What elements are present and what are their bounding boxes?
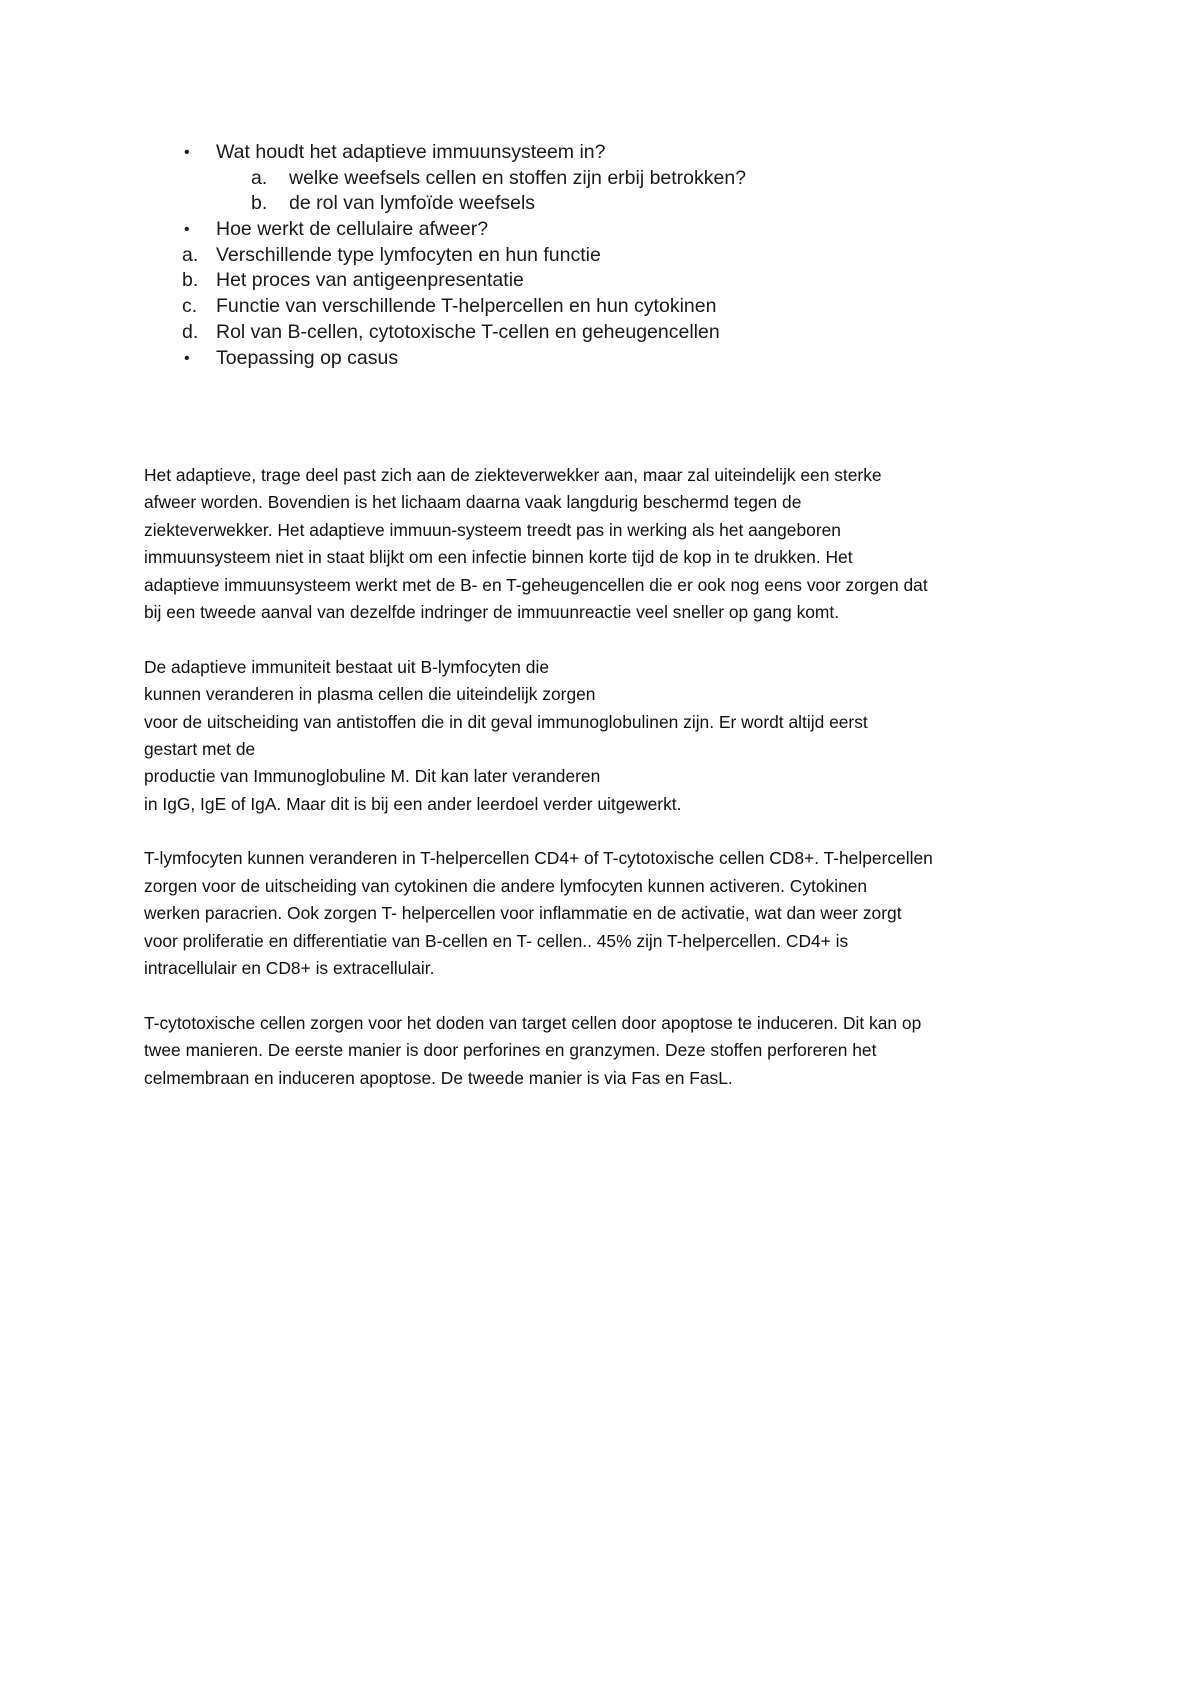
paragraph-t-lymphocytes xyxy=(144,845,1074,982)
list-item-text: Hoe werkt de cellulaire afweer? xyxy=(216,218,489,241)
bullet-marker: • xyxy=(184,349,190,367)
text-line: afweer worden. Bovendien is het lichaam daarna vaak langdurig beschermd tegen de xyxy=(144,492,802,513)
text-line: voor proliferatie en differentiatie van B-cellen en T- cellen.. 45% zijn T-helpercellen. CD4+ is xyxy=(144,930,849,951)
text-line: Het adaptieve, trage deel past zich aan de ziekteverwekker aan, maar zal uiteindelijk een sterke xyxy=(144,465,882,485)
bullet-marker: • xyxy=(184,221,190,239)
letter-marker: d. xyxy=(182,320,199,343)
text-line: kunnen veranderen in plasma cellen die uiteindelijk zorgen xyxy=(144,684,596,705)
list-item-text: Toepassing op casus xyxy=(216,346,399,369)
list-item-text: Functie van verschillende T-helpercellen en hun cytokinen xyxy=(216,295,717,318)
text-line: T-lymfocyten kunnen veranderen in T-helpercellen CD4+ of T-cytotoxische cellen CD8+. T-helpercellen xyxy=(144,848,933,869)
text-line: voor de uitscheiding van antistoffen die in dit geval immunoglobulinen zijn. Er wordt altijd eerst xyxy=(144,711,868,732)
list-item xyxy=(0,346,1200,372)
bullet-marker: • xyxy=(184,144,190,161)
letter-marker: a. xyxy=(182,243,199,266)
list-item xyxy=(0,191,1200,217)
list-item-text: de rol van lymfoïde weefsels xyxy=(289,192,536,215)
list-item xyxy=(0,243,1200,269)
letter-marker: c. xyxy=(182,295,198,318)
learning-goals-list xyxy=(0,140,1200,371)
list-item-text: Verschillende type lymfocyten en hun functie xyxy=(216,243,601,266)
text-line: T-cytotoxische cellen zorgen voor het doden van target cellen door apoptose te induceren. Dit kan op xyxy=(144,1012,922,1033)
list-item-text: Rol van B-cellen, cytotoxische T-cellen en geheugencellen xyxy=(216,320,720,343)
text-line: zorgen voor de uitscheiding van cytokinen die andere lymfocyten kunnen activeren. Cytokinen xyxy=(144,875,868,896)
list-item xyxy=(0,140,1200,166)
text-line: celmembraan en induceren apoptose. De tweede manier is via Fas en FasL. xyxy=(144,1067,733,1088)
text-line: adaptieve immuunsysteem werkt met de B- en T-geheugencellen die er ook nog eens voor zorgen dat xyxy=(144,574,928,595)
text-line: ziekteverwekker. Het adaptieve immuun-systeem treedt pas in werking als het aangeboren xyxy=(144,519,841,540)
letter-marker: b. xyxy=(251,192,268,215)
text-line: twee manieren. De eerste manier is door perforines en granzymen. Deze stoffen perforeren het xyxy=(144,1040,877,1061)
text-line: bij een tweede aanval van dezelfde indringer de immuunreactie veel sneller op gang komt. xyxy=(144,601,840,622)
paragraph-t-cytotoxic xyxy=(144,1010,1074,1092)
letter-marker: b. xyxy=(182,269,199,292)
list-item xyxy=(0,268,1200,294)
list-item-text: welke weefsels cellen en stoffen zijn erbij betrokken? xyxy=(289,166,747,189)
list-item xyxy=(0,166,1200,192)
text-line: in IgG, IgE of IgA. Maar dit is bij een ander leerdoel verder uitgewerkt. xyxy=(144,793,682,814)
text-line: intracellulair en CD8+ is extracellulair. xyxy=(144,958,435,979)
text-line: productie van Immunoglobuline M. Dit kan later veranderen xyxy=(144,766,601,787)
document-body xyxy=(144,462,1074,1119)
text-line: De adaptieve immuniteit bestaat uit B-lymfocyten die xyxy=(144,656,550,677)
paragraph-adaptive-intro xyxy=(144,462,1074,626)
text-line: gestart met de xyxy=(144,738,256,759)
list-item-text: Wat houdt het adaptieve immuunsysteem in? xyxy=(216,141,606,163)
letter-marker: a. xyxy=(251,166,268,189)
text-line: immuunsysteem niet in staat blijkt om een infectie binnen korte tijd de kop in te drukken. Het xyxy=(144,547,853,568)
text-line: werken paracrien. Ook zorgen T- helpercellen voor inflammatie en de activatie, wat dan weer zorgt xyxy=(144,903,902,924)
paragraph-b-lymphocytes xyxy=(144,654,1074,818)
list-item xyxy=(0,217,1200,243)
list-item xyxy=(0,320,1200,346)
list-item-text: Het proces van antigeenpresentatie xyxy=(216,269,524,292)
list-item xyxy=(0,294,1200,320)
